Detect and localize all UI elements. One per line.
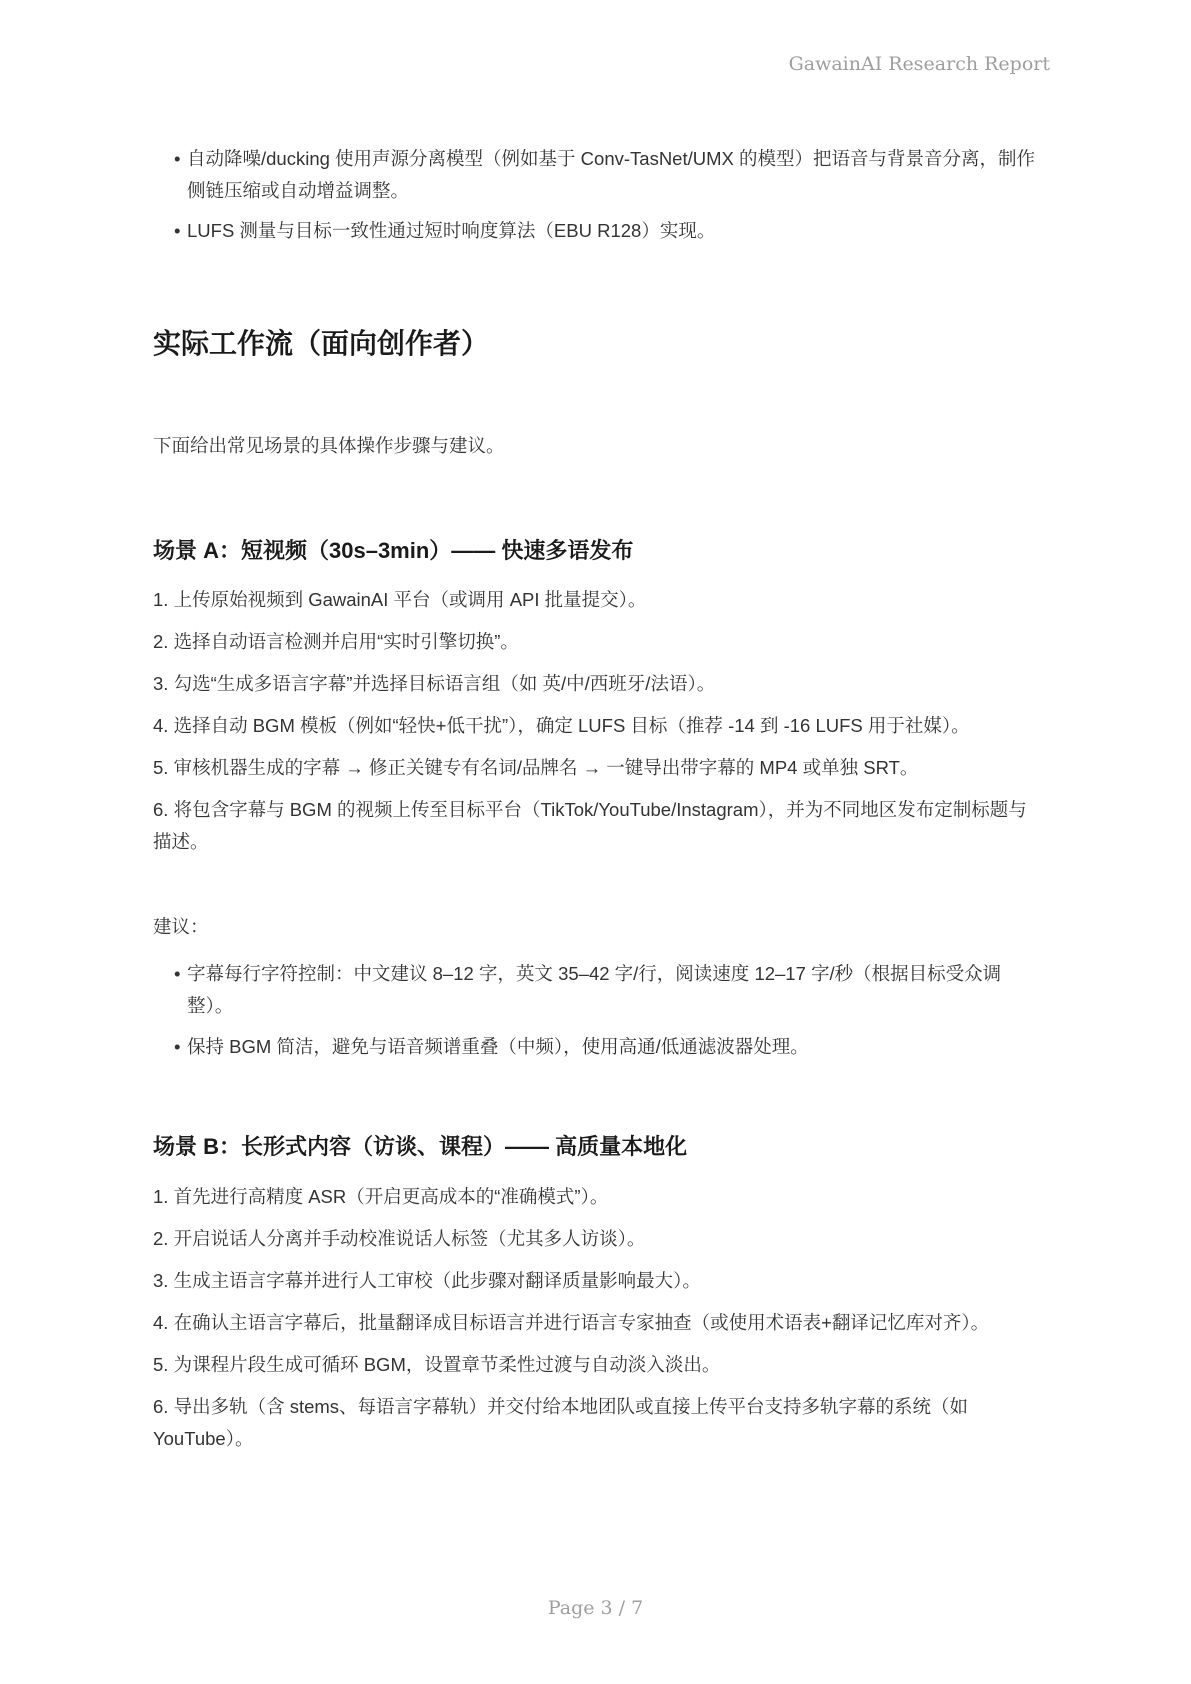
list-item (153, 215, 1039, 247)
bullet-icon: • (174, 220, 181, 241)
step-item: 6. 导出多轨（含 stems、每语言字幕轨）并交付给本地团队或直接上传平台支持多轨字幕的系统（如 YouTube）。 (153, 1396, 969, 1449)
list-item-text: LUFS 测量与目标一致性通过短时响度算法（EBU R128）实现。 (187, 220, 716, 241)
intro-bullet-list (153, 143, 1039, 247)
advice-label: 建议： (153, 916, 209, 937)
bullet-icon: • (174, 1036, 181, 1057)
advice-bullet-list (153, 958, 1039, 1063)
step-item: 4. 在确认主语言字幕后，批量翻译成目标语言并进行语言专家抽查（或使用术语表+翻译记忆库对齐）。 (153, 1312, 990, 1333)
list-item (153, 1031, 1039, 1063)
step-item: 5. 审核机器生成的字幕 → 修正关键专有名词/品牌名 → 一键导出带字幕的 MP4 或单独 SRT。 (153, 757, 919, 778)
bullet-icon: • (174, 148, 181, 169)
bullet-icon: • (174, 963, 181, 984)
list-item-text: 字幕每行字符控制：中文建议 8–12 字，英文 35–42 字/行，阅读速度 12–17 字/秒（根据目标受众调整）。 (187, 963, 1002, 1016)
workflow-section-lead: 下面给出常见场景的具体操作步骤与建议。 (153, 435, 505, 456)
list-item (153, 143, 1039, 207)
step-item: 2. 选择自动语言检测并启用“实时引擎切换”。 (153, 631, 519, 652)
page-number: Page 3 / 7 (547, 1597, 644, 1619)
scene-a-steps (153, 584, 1039, 858)
list-item (153, 958, 1039, 1022)
step-item: 1. 上传原始视频到 GawainAI 平台（或调用 API 批量提交）。 (153, 589, 647, 610)
step-item: 3. 勾选“生成多语言字幕”并选择目标语言组（如 英/中/西班牙/法语）。 (153, 673, 716, 694)
scene-b-title: 场景 B：长形式内容（访谈、课程）—— 高质量本地化 (153, 1134, 688, 1159)
step-item: 5. 为课程片段生成可循环 BGM，设置章节柔性过渡与自动淡入淡出。 (153, 1354, 721, 1375)
step-item: 6. 将包含字幕与 BGM 的视频上传至目标平台（TikTok/YouTube/Instagram），并为不同地区发布定制标题与描述。 (153, 799, 1027, 852)
list-item-text: 自动降噪/ducking 使用声源分离模型（例如基于 Conv-TasNet/UMX 的模型）把语音与背景音分离，制作侧链压缩或自动增益调整。 (187, 148, 1036, 201)
scene-a-title: 场景 A：短视频（30s–3min）—— 快速多语发布 (153, 538, 634, 563)
document-content (153, 0, 1039, 1455)
workflow-section-title: 实际工作流（面向创作者） (153, 328, 490, 359)
step-item: 4. 选择自动 BGM 模板（例如“轻快+低干扰”），确定 LUFS 目标（推荐 -14 到 -16 LUFS 用于社媒）。 (153, 715, 970, 736)
scene-b-steps (153, 1181, 1039, 1455)
report-header-title: GawainAI Research Report (788, 53, 1050, 75)
step-item: 3. 生成主语言字幕并进行人工审校（此步骤对翻译质量影响最大）。 (153, 1270, 701, 1291)
list-item-text: 保持 BGM 简洁，避免与语音频谱重叠（中频），使用高通/低通滤波器处理。 (187, 1036, 809, 1057)
step-item: 2. 开启说话人分离并手动校准说话人标签（尤其多人访谈）。 (153, 1228, 646, 1249)
step-item: 1. 首先进行高精度 ASR（开启更高成本的“准确模式”）。 (153, 1186, 609, 1207)
